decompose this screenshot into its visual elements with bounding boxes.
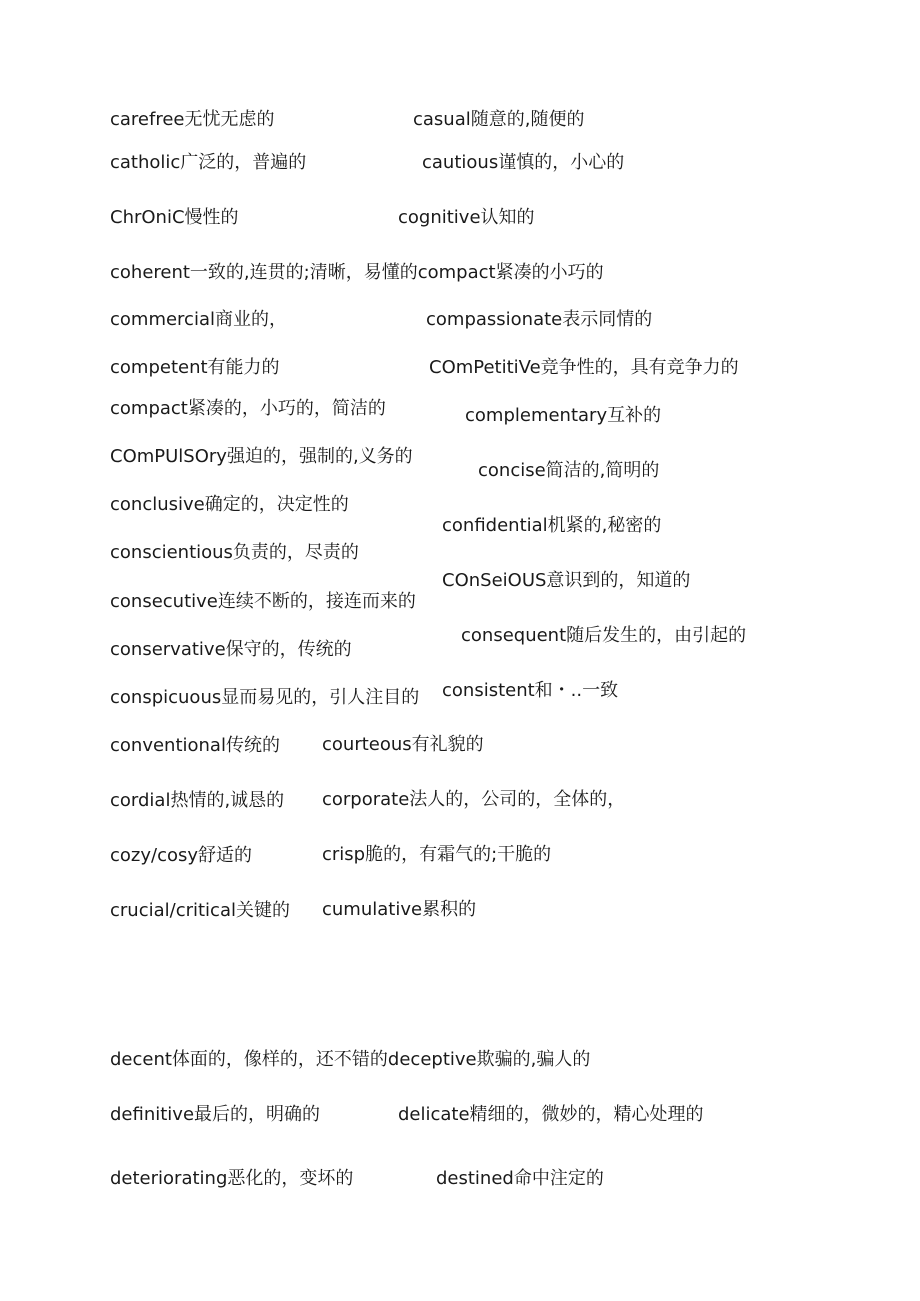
vocab-entry: conspicuous显而易见的，引人注目的 (110, 687, 420, 708)
vocab-entry: carefree无忧无虑的 (110, 109, 275, 130)
vocab-entry: COmPUlSOry强迫的，强制的,义务的 (110, 446, 413, 467)
vocab-entry: consistent和・..一致 (442, 680, 619, 701)
vocab-entry: COnSeiOUS意识到的，知道的 (442, 570, 691, 591)
vocab-entry: crisp脆的，有霜气的;干脆的 (322, 844, 552, 865)
vocab-entry: cognitive认知的 (398, 207, 535, 228)
vocab-entry: cautious谨慎的，小心的 (422, 152, 625, 173)
vocab-entry: corporate法人的，公司的，全体的， (322, 789, 626, 810)
vocab-entry: delicate精细的，微妙的，精心处理的 (398, 1104, 704, 1125)
vocab-entry: deteriorating恶化的，变坏的 (110, 1168, 354, 1189)
vocab-entry: commercial商业的， (110, 309, 287, 330)
vocab-entry: COmPetitiVe竞争性的，具有竞争力的 (429, 357, 739, 378)
vocab-entry: consecutive连续不断的，接连而来的 (110, 591, 416, 612)
vocab-entry: compact紧凑的，小巧的，简洁的 (110, 398, 386, 419)
vocab-entry: competent有能力的 (110, 357, 280, 378)
vocab-entry: catholic广泛的，普遍的 (110, 152, 307, 173)
vocab-entry: cozy/cosy舒适的 (110, 845, 253, 866)
vocab-entry: consequent随后发生的，由引起的 (461, 625, 747, 646)
vocab-entry: crucial/critical关键的 (110, 900, 290, 921)
vocab-entry: complementary互补的 (465, 405, 662, 426)
vocab-entry: conventional传统的 (110, 735, 280, 756)
vocab-entry: conscientious负责的，尽责的 (110, 542, 359, 563)
vocab-entry: cordial热情的,诚恳的 (110, 790, 285, 811)
vocab-entry: courteous有礼貌的 (322, 734, 484, 755)
vocab-entry: concise简洁的,简明的 (478, 460, 660, 481)
vocab-entry: ChrOniC慢性的 (110, 207, 239, 228)
vocab-entry: coherent一致的,连贯的;清晰，易懂的compact紧凑的小巧的 (110, 262, 604, 283)
vocab-entry: conservative保守的，传统的 (110, 639, 352, 660)
vocab-entry: casual随意的,随便的 (413, 109, 585, 130)
vocab-entry: destined命中注定的 (436, 1168, 604, 1189)
vocab-entry: decent体面的，像样的，还不错的deceptive欺骗的,骗人的 (110, 1049, 591, 1070)
vocab-entry: compassionate表示同情的 (426, 309, 653, 330)
vocab-entry: confidential机紧的,秘密的 (442, 515, 662, 536)
vocab-entry: definitive最后的，明确的 (110, 1104, 321, 1125)
vocab-entry: conclusive确定的，决定性的 (110, 494, 349, 515)
vocab-entry: cumulative累积的 (322, 899, 477, 920)
